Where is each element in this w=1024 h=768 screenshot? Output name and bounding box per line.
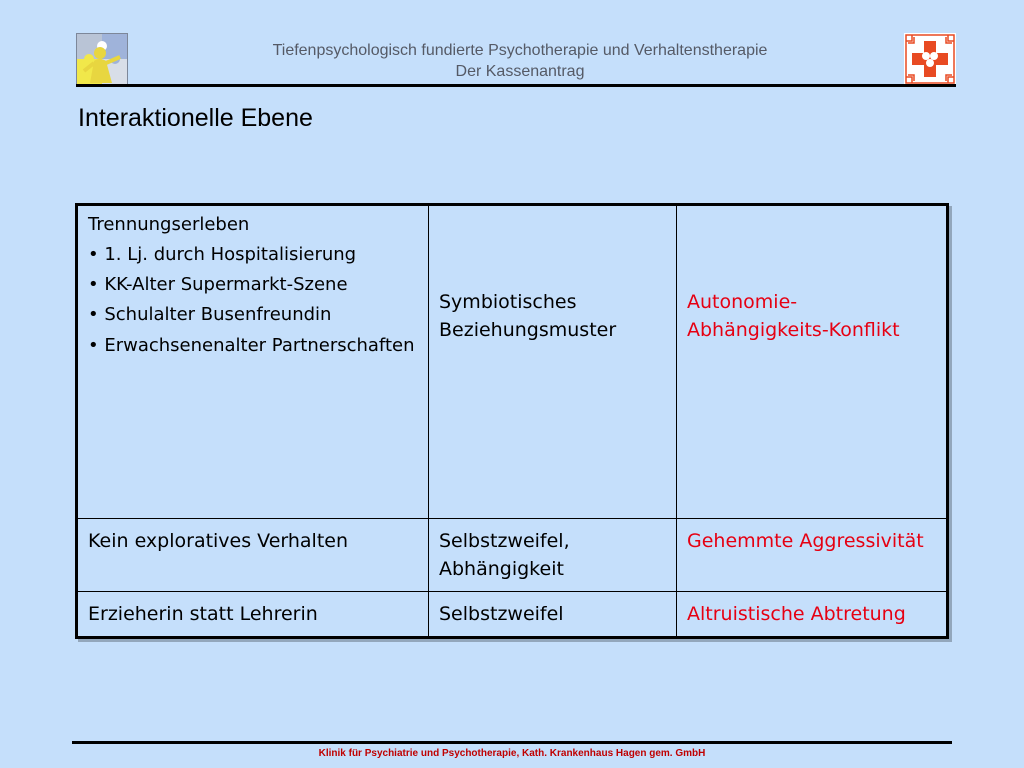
table-cell: Erzieherin statt Lehrerin bbox=[77, 592, 429, 638]
list-item: • 1. Lj. durch Hospitalisierung bbox=[88, 244, 357, 265]
table-cell-conflict: Autonomie-Abhängigkeits-Konflikt bbox=[677, 205, 948, 519]
list-item: • KK-Alter Supermarkt-Szene bbox=[88, 274, 348, 295]
table-cell: Kein exploratives Verhalten bbox=[77, 519, 429, 592]
footer-text: Klinik für Psychiatrie und Psychotherapie, Kath. Krankenhaus Hagen gem. GmbH bbox=[318, 748, 706, 759]
hospital-cross-logo bbox=[904, 33, 956, 85]
table-cell-conflict: Altruistische Abtretung bbox=[677, 592, 948, 638]
table-cell-trennungserleben bbox=[77, 205, 429, 519]
cell-heading: Trennungserleben bbox=[88, 214, 250, 235]
header-title bbox=[180, 40, 860, 82]
table-cell: Selbstzweifel bbox=[429, 592, 677, 638]
table-cell: Symbiotisches Beziehungsmuster bbox=[429, 205, 677, 519]
list-item: • Erwachsenenalter Partnerschaften bbox=[88, 335, 415, 356]
table-row bbox=[77, 519, 948, 592]
list-item: • Schulalter Busenfreundin bbox=[88, 304, 332, 325]
footer-divider bbox=[72, 741, 952, 744]
table-cell-conflict: Gehemmte Aggressivität bbox=[677, 519, 948, 592]
header-title-line2: Der Kassenantrag bbox=[455, 63, 585, 80]
table-row bbox=[77, 592, 948, 638]
content-table bbox=[75, 203, 949, 639]
header-divider bbox=[76, 84, 956, 87]
puzzle-person-logo bbox=[76, 33, 128, 85]
slide-title: Interaktionelle Ebene bbox=[78, 104, 313, 132]
table-cell: Selbstzweifel, Abhängigkeit bbox=[429, 519, 677, 592]
table-row bbox=[77, 205, 948, 519]
header-title-line1: Tiefenpsychologisch fundierte Psychotherapie und Verhaltenstherapie bbox=[272, 42, 768, 59]
